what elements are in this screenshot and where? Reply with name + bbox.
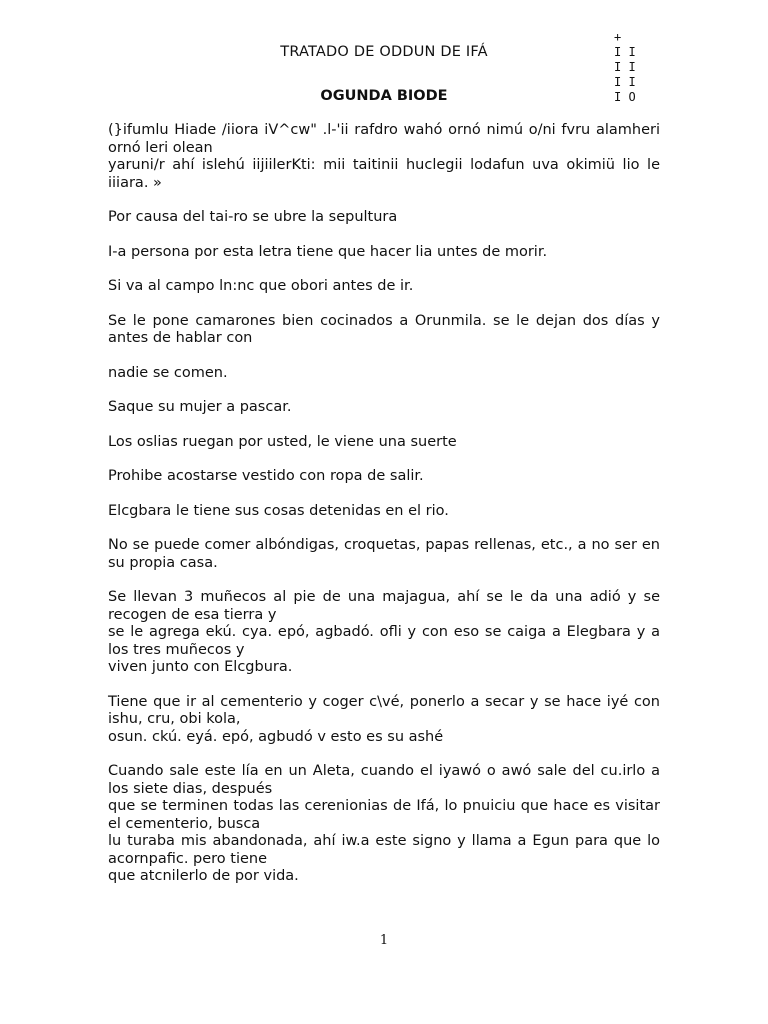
paragraph (108, 434, 660, 452)
paragraph (108, 399, 660, 417)
document-body (108, 122, 660, 903)
paragraph-line: No se puede comer albóndigas, croquetas, papas rellenas, etc., a no ser en su propia casa. (108, 537, 660, 571)
paragraph-line: Por causa del tai-ro se ubre la sepultura (108, 209, 398, 225)
paragraph (108, 122, 660, 192)
paragraph-line: Se le pone camarones bien cocinados a Orunmila. se le dejan dos días y antes de hablar con (108, 312, 660, 346)
paragraph-line: que atcnilerlo de por vida. (108, 868, 299, 884)
paragraph-line: que se terminen todas las cerenionias de Ifá, lo pnuiciu que hace es visitar el cementerio, busca (108, 798, 660, 832)
paragraph (108, 313, 660, 348)
paragraph (108, 209, 660, 227)
paragraph (108, 244, 660, 262)
paragraph-line: osun. ckú. eyá. epó, agbudó v esto es su ashé (108, 728, 444, 745)
odu-sign-mark: + I I I I I I I O (614, 30, 636, 104)
paragraph-line: viven junto con Elcgbura. (108, 659, 293, 675)
page-number: 1 (379, 933, 389, 948)
paragraph-line: Se llevan 3 muñecos al pie de una majagua, ahí se le da una adió y se recogen de esa tierra y (108, 589, 660, 623)
paragraph-line: yaruni/r ahí islehú iijiilerKti: mii taitinii huclegii lodafun uva okimiü lio le iiiara. » (108, 157, 660, 191)
paragraph (108, 589, 660, 677)
paragraph (108, 763, 660, 886)
paragraph (108, 278, 660, 296)
paragraph (108, 503, 660, 521)
document-title: TRATADO DE ODDUN DE IFÁ (280, 44, 488, 60)
paragraph (108, 537, 660, 572)
paragraph-line: Cuando sale este lía en un Aleta, cuando el iyawó o awó sale del cu.irlo a los siete dias, después (108, 763, 660, 797)
paragraph-line: (}ifumlu Hiade /iiora iV^cw" .l-'ii rafdro wahó ornó nimú o/ni fvru alamheri ornó leri olean (108, 122, 660, 156)
paragraph-line: se le agrega ekú. cya. epó, agbadó. ofli y con eso se caiga a Elegbara y a los tres muñecos y (108, 624, 660, 658)
paragraph-line: lu turaba mis abandonada, ahí iw.a este signo y llama a Egun para que lo acornpafic. pero tiene (108, 833, 660, 867)
paragraph-line: I-a persona por esta letra tiene que hacer lia untes de morir. (108, 243, 548, 260)
paragraph (108, 468, 660, 486)
sign-name-heading: OGUNDA BIODE (320, 88, 448, 104)
paragraph-line: Prohibe acostarse vestido con ropa de salir. (108, 468, 424, 484)
paragraph (108, 365, 660, 383)
paragraph-line: Tiene que ir al cementerio y coger c\vé, ponerlo a secar y se hace iyé con ishu, cru, obi kola, (108, 693, 660, 727)
paragraph-line: Los oslias ruegan por usted, le viene una suerte (108, 433, 457, 450)
paragraph-line: Si va al campo ln:nc que obori antes de ir. (108, 278, 414, 294)
paragraph (108, 694, 660, 747)
paragraph-line: Saque su mujer a pascar. (108, 399, 292, 415)
paragraph-line: Elcgbara le tiene sus cosas detenidas en el rio. (108, 502, 449, 519)
paragraph-line: nadie se comen. (108, 364, 228, 381)
